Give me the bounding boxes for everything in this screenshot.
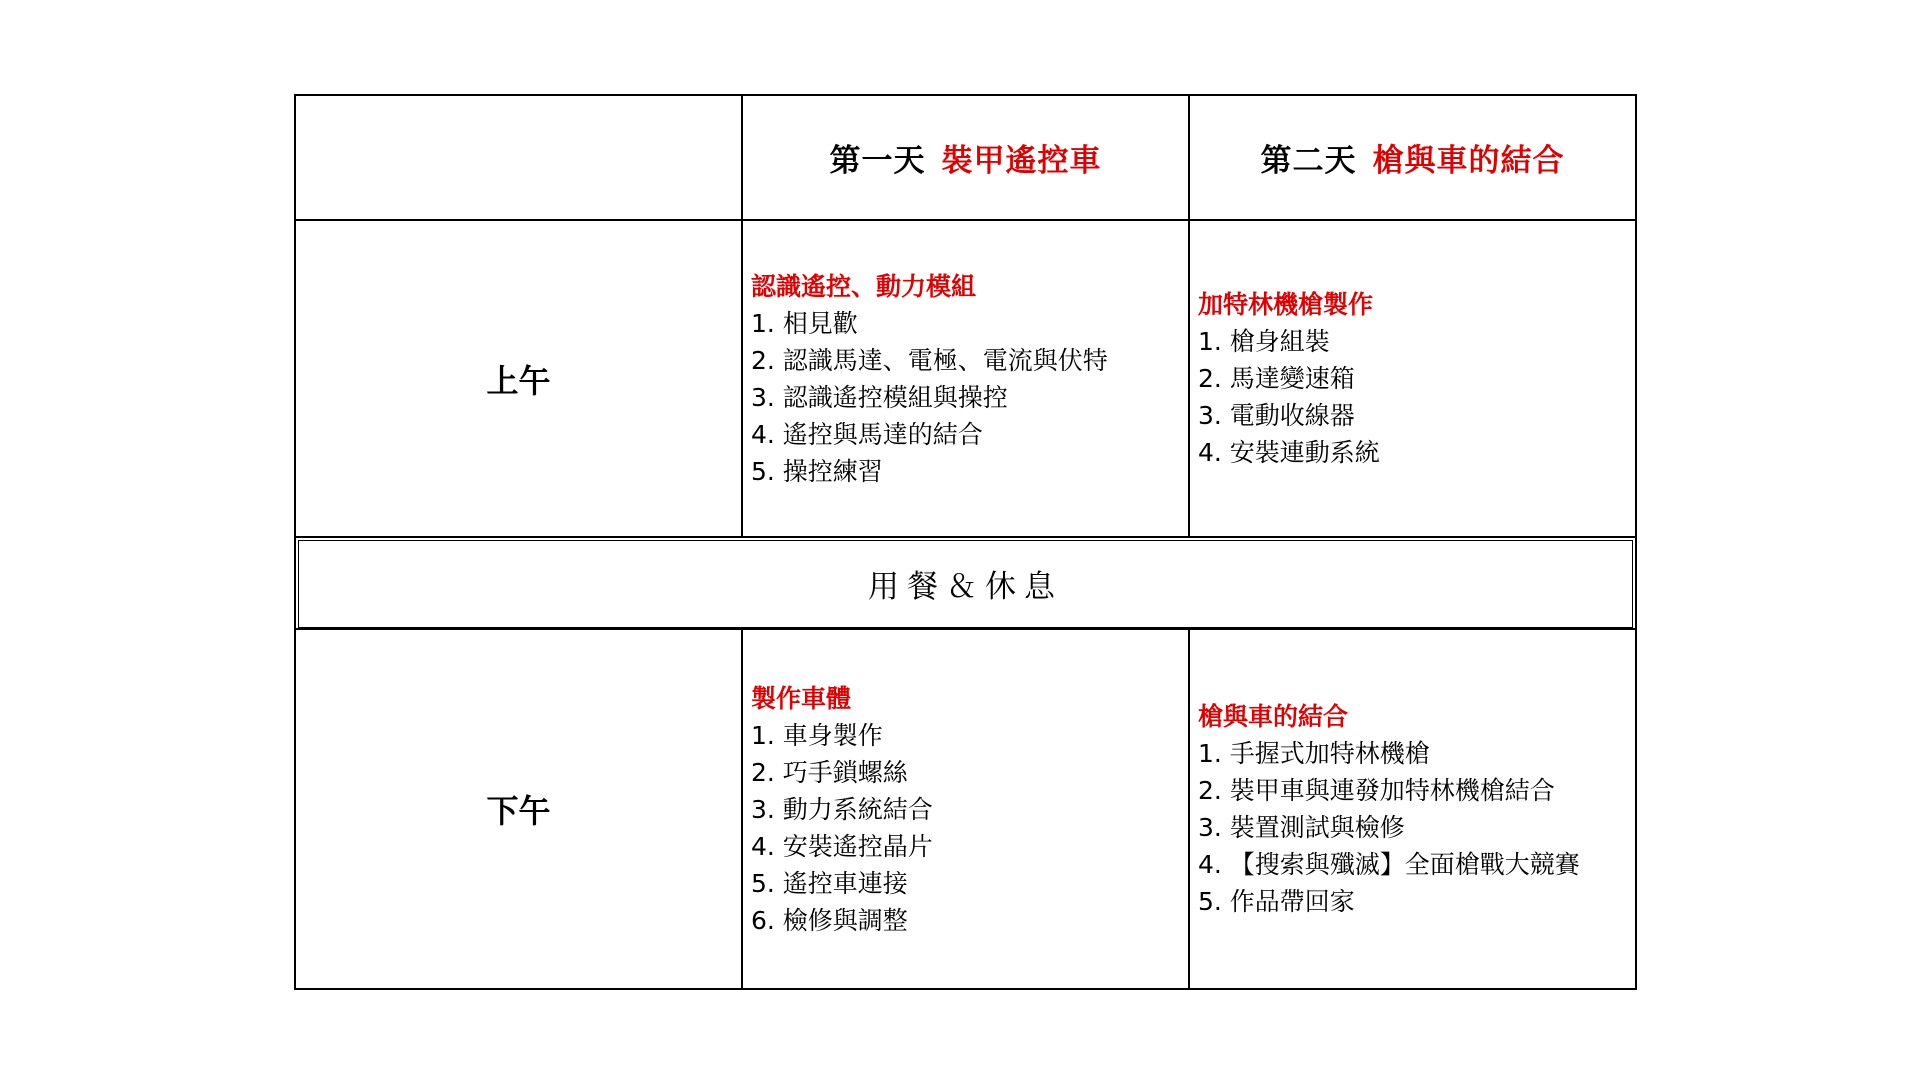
list-item: 2. 巧手鎖螺絲 [751, 757, 908, 787]
morning-day2-list [1198, 323, 1635, 471]
morning-row [296, 221, 1635, 538]
break-label: 用餐＆休息 [868, 568, 1063, 605]
list-item: 2. 裝甲車與連發加特林機槍結合 [1198, 776, 1555, 805]
list-item: 4. 遙控與馬達的結合 [751, 419, 983, 449]
afternoon-day2-cell [1190, 630, 1635, 988]
morning-day2-cell [1190, 221, 1635, 536]
morning-day1-list [751, 305, 1188, 490]
list-item: 1. 槍身組裝 [1198, 327, 1330, 356]
day2-topic: 槍與車的結合 [1372, 143, 1565, 179]
list-item: 2. 認識馬達、電極、電流與伏特 [751, 345, 1108, 375]
list-item: 3. 認識遙控模組與操控 [751, 382, 1008, 412]
list-item: 6. 檢修與調整 [751, 905, 908, 935]
list-item: 4. 安裝連動系統 [1198, 438, 1380, 467]
morning-day2-title: 加特林機槍製作 [1198, 290, 1374, 319]
list-item: 3. 裝置測試與檢修 [1198, 813, 1405, 842]
afternoon-row [296, 630, 1635, 988]
break-row [296, 538, 1635, 630]
afternoon-day1-cell [743, 630, 1190, 988]
morning-day1-title: 認識遙控、動力模組 [751, 271, 977, 301]
morning-label: 上午 [296, 221, 743, 536]
list-item: 4. 安裝遙控晶片 [751, 831, 933, 861]
list-item: 2. 馬達變速箱 [1198, 364, 1355, 393]
day2-label: 第二天 [1260, 143, 1357, 179]
day1-header [743, 96, 1190, 219]
list-item: 5. 操控練習 [751, 456, 883, 486]
afternoon-day1-list [751, 717, 1188, 939]
list-item: 1. 車身製作 [751, 720, 883, 750]
list-item: 1. 手握式加特林機槍 [1198, 739, 1430, 768]
afternoon-label: 下午 [296, 630, 743, 988]
morning-day1-cell [743, 221, 1190, 536]
header-empty-cell [296, 96, 743, 219]
header-row [296, 96, 1635, 221]
afternoon-day2-title: 槍與車的結合 [1198, 702, 1349, 731]
schedule-table [294, 94, 1637, 990]
list-item: 5. 作品帶回家 [1198, 887, 1355, 916]
list-item: 3. 動力系統結合 [751, 794, 933, 824]
list-item: 5. 遙控車連接 [751, 868, 908, 898]
list-item: 3. 電動收線器 [1198, 401, 1355, 430]
day1-topic: 裝甲遙控車 [941, 143, 1102, 179]
day2-header [1190, 96, 1635, 219]
afternoon-day2-list [1198, 735, 1635, 920]
list-item: 4. 【搜索與殲滅】全面槍戰大競賽 [1198, 850, 1580, 879]
afternoon-day1-title: 製作車體 [751, 683, 852, 713]
day1-label: 第一天 [829, 143, 926, 179]
list-item: 1. 相見歡 [751, 308, 858, 338]
